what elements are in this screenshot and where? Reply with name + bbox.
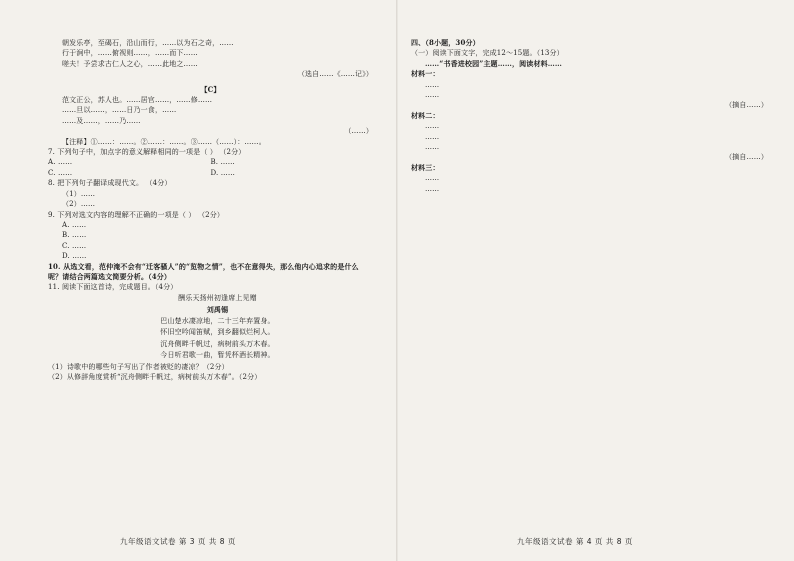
question-7: 7. 下列句子中，加点字的意义解释相同的一项是（ ） （2分） <box>48 148 246 157</box>
option: D. …… <box>210 168 236 177</box>
material-2-paragraph: …… <box>425 132 440 141</box>
q8-item: （1）…… <box>62 189 96 198</box>
page-footer: 九年级语文试卷 第 3 页 共 8 页 <box>120 537 236 546</box>
material-1-paragraph: …… <box>425 91 440 100</box>
question-10: 10. 从选文看，范仲淹不会有“迁客骚人”的“览物之情”，也不在意得失，那么他内心追求的是什么呢？请结合两篇选文简要分析。（4分） <box>48 261 359 281</box>
poem-line: 巴山楚水凄凉地，二十三年弃置身。 <box>160 316 275 325</box>
exam-page-4 <box>397 0 794 561</box>
material-1-paragraph: …… <box>425 80 440 89</box>
poem-title: 酬乐天扬州初逢席上见赠 <box>178 293 257 302</box>
passage-paragraph: 朝发乐亭，至碣石，沿山而行，……以为石之奇，…… <box>62 39 234 47</box>
q11-item: （1）诗歌中的哪些句子写出了作者被贬的凄凉？（2分） <box>48 362 229 371</box>
q11-item: （2）从修辞角度赏析“沉舟侧畔千帆过，病树前头万木春”。（2分） <box>48 373 262 382</box>
passage-paragraph: 行于涧中，……俯视则……，……而下…… <box>62 49 198 58</box>
annotations: 【注释】①……：……。②……：……。③……（……）：……。 <box>62 137 266 146</box>
option: A. …… <box>48 158 73 167</box>
section-heading: 四、（8小题，30分） <box>411 38 480 47</box>
passage-paragraph: 嗟夫！予尝求古仁人之心，……此地之…… <box>62 59 198 68</box>
reading-theme: ……“书香进校园”主题……，阅读材料…… <box>425 58 563 68</box>
option: A. …… <box>62 220 87 229</box>
passage-c-source: （……） <box>344 127 373 136</box>
material-1-source: （摘自……） <box>725 101 768 110</box>
question-9: 9. 下列对选文内容的理解不正确的一项是（ ） （2分） <box>48 210 225 219</box>
page-footer: 九年级语文试卷 第 4 页 共 8 页 <box>517 537 633 546</box>
passage-c-paragraph: ……旦以……，……日乃一食，…… <box>62 106 177 115</box>
q7-options-row <box>48 157 373 167</box>
option: D. …… <box>62 252 87 261</box>
passage-c-paragraph: 范文正公，苏人也。……居官……，……修…… <box>62 96 213 105</box>
part-heading: （一）阅读下面文字，完成12～15题。（13分） <box>411 49 564 58</box>
option: B. …… <box>210 158 235 167</box>
page-3-body <box>48 38 373 383</box>
passage-c-paragraph: ……及……，……乃…… <box>62 116 141 125</box>
q7-options-row <box>48 168 373 178</box>
poem-line: 怀旧空吟闻笛赋，到乡翻似烂柯人。 <box>160 328 275 337</box>
material-2-paragraph: …… <box>425 122 440 131</box>
poem-line: 今日听君歌一曲，暂凭杯酒长精神。 <box>160 351 275 360</box>
option: C. …… <box>48 168 73 177</box>
material-2-source: （摘自……） <box>725 153 768 162</box>
material-2-label: 材料二： <box>411 110 440 120</box>
q8-item: （2）…… <box>62 200 96 209</box>
question-11: 11. 阅读下面这首诗，完成题目。（4分） <box>48 283 178 292</box>
material-3-label: 材料三： <box>411 162 440 172</box>
option: C. …… <box>62 241 87 250</box>
material-1-label: 材料一： <box>411 69 440 79</box>
section-c-label: 【C】 <box>200 84 221 94</box>
material-2-paragraph: …… <box>425 143 440 152</box>
question-8: 8. 把下列句子翻译成现代文。 （4分） <box>48 179 172 188</box>
poem-author: 刘禹锡 <box>206 305 229 315</box>
option: B. …… <box>62 231 87 240</box>
passage-source: （选自……《……记》） <box>297 70 373 79</box>
material-3-paragraph: …… <box>425 174 440 183</box>
poem-line: 沉舟侧畔千帆过，病树前头万木春。 <box>160 339 275 348</box>
material-3-paragraph: …… <box>425 184 440 193</box>
page-4-body <box>411 38 768 194</box>
